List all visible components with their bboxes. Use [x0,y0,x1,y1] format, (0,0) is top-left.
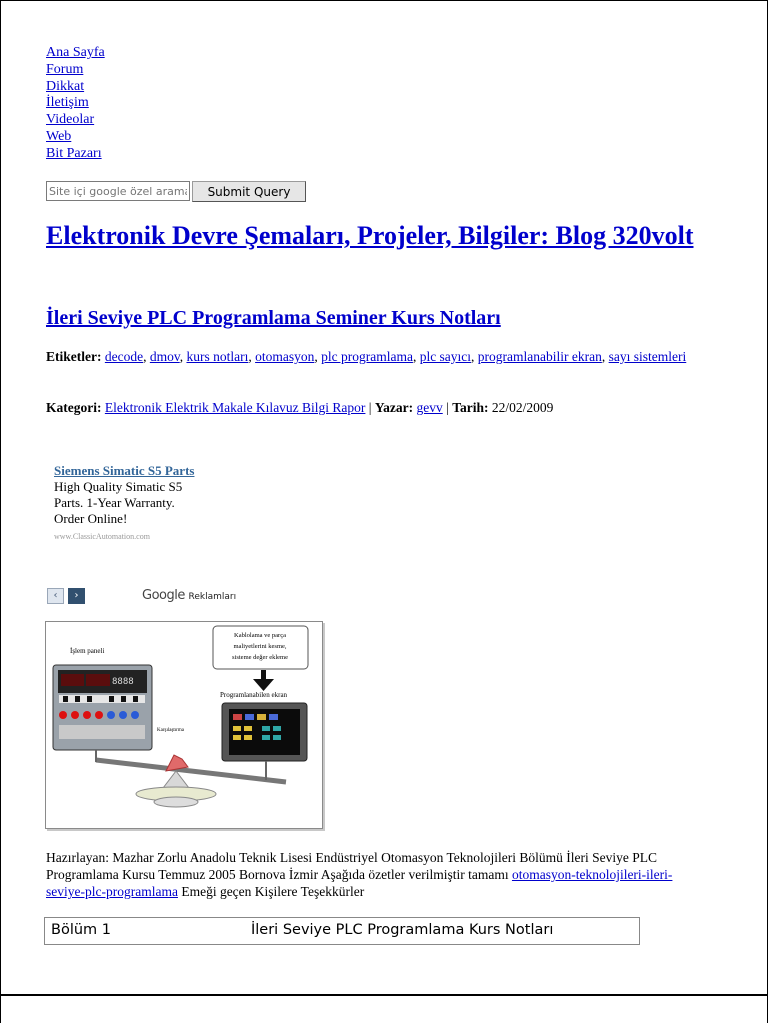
search-form [46,181,306,202]
tag-link[interactable]: otomasyon [255,349,315,364]
google-logo: Google [142,588,185,603]
hmi-tile [233,714,242,720]
tag-link[interactable]: dmov [149,349,180,364]
hmi-tile [273,726,281,731]
body-text: Hazırlayan: Mazhar Zorlu Anadolu Teknik Lisesi Endüstriyel Otomasyon Teknolojileri Bölümü İleri Seviye PLC Programlama Kursu Temmuz 2005 Bornova İzmir Aşağıda özetler verilmiştir tamamı [46,850,658,882]
hmi-tile [244,735,252,740]
main-nav [46,45,105,163]
digit-readout: 8888 [112,677,134,687]
digit-display [61,674,84,686]
page-frame-bottom [0,995,768,1023]
hmi-tile [269,714,278,720]
tag-link[interactable]: decode [104,349,144,364]
ad-line: Parts. 1-Year Warranty. [54,495,175,510]
blue-button [119,711,127,719]
plc-comparison-image [45,621,323,829]
red-button [71,711,79,719]
ad-url: www.ClassicAutomation.com [54,532,150,541]
tag-link[interactable]: programlanabilir ekran [477,349,602,364]
arrow-down-icon [261,670,266,680]
site-title-link[interactable]: Elektronik Devre Şemaları, Projeler, Bilgiler: Blog 320volt [46,221,694,250]
panel-label: İşlem paneli [70,647,105,655]
ad-prev-button[interactable]: ‹ [47,588,64,604]
hmi-tile [233,735,241,740]
hmi-tile [257,714,266,720]
hmi-tile [262,735,270,740]
red-button [95,711,103,719]
scale-beam [96,760,286,782]
post-date: 22/02/2009 [491,400,554,415]
author-link[interactable]: gevv [416,400,443,415]
switch [87,696,92,702]
digit-display [86,674,110,686]
ad-line: High Quality Simatic S5 [54,479,183,494]
site-title [46,220,726,252]
hmi-tile [262,726,270,731]
switch-row [59,695,145,703]
tag-list: Etiketler: decode, dmov, kurs notları, otomasyon, plc programlama, plc sayıcı, programlanabilir ekran, sayı sistemleri [46,349,687,364]
switch [63,696,68,702]
arrow-down-icon [253,679,274,691]
switch [133,696,138,702]
plc-illustration [46,622,322,828]
hmi-tile [244,726,252,731]
nav-market-link[interactable]: Bit Pazarı [46,145,102,161]
post-body [46,849,706,900]
nav-videos-link[interactable]: Videolar [46,112,95,128]
screen-label: Programlanabilen ekran [220,691,288,699]
hmi-tile [273,735,281,740]
post-title [46,305,726,331]
section-title: İleri Seviye PLC Programlama Kurs Notları [251,922,554,938]
ad-pager [47,588,85,604]
switch [121,696,126,702]
body-tail: Emeği geçen Kişilere Teşekkürler [181,884,365,899]
callout-line: sisteme değer ekleme [232,654,288,661]
compare-label: Karşılaştırma [157,728,184,733]
author-label: Yazar: [374,400,414,415]
nav-contact-link[interactable]: İletişim [46,95,89,111]
tag-link[interactable]: plc sayıcı [419,349,472,364]
category-link[interactable]: Elektronik Elektrik Makale Kılavuz Bilgi Rapor [104,400,366,415]
section-number: Bölüm 1 [51,922,111,938]
category-label: Kategori: [46,400,102,415]
panel-base [59,725,145,739]
full-article-link[interactable]: otomasyon-teknolojileri-ileri-seviye-plc-programlama [46,867,673,899]
blue-button [107,711,115,719]
nav-web-link[interactable]: Web [46,128,72,144]
google-ads-sub: Reklamları [188,592,237,602]
google-ads-label[interactable] [142,588,236,603]
nav-forum-link[interactable]: Forum [46,61,84,77]
date-label: Tarih: [452,400,489,415]
callout-line: maliyetlerini kesme, [233,643,287,650]
red-button [59,711,67,719]
post-meta: Kategori: Elektronik Elektrik Makale Kılavuz Bilgi Rapor | Yazar: gevv | Tarih: 22/02/2009 [46,400,554,415]
nav-attention-link[interactable]: Dikkat [46,78,85,94]
search-submit-button[interactable]: Submit Query [192,181,306,202]
ad-next-button[interactable]: › [68,588,85,604]
tag-link[interactable]: kurs notları [186,349,249,364]
scale-foot [154,797,198,807]
switch [75,696,80,702]
search-input[interactable] [46,181,190,201]
blue-button [131,711,139,719]
switch [109,696,114,702]
tags-label: Etiketler: [46,349,102,364]
section-header [44,917,640,945]
ad-line: Order Online! [54,511,128,526]
ad-title-link[interactable]: Siemens Simatic S5 Parts [54,463,195,478]
post-title-link[interactable]: İleri Seviye PLC Programlama Seminer Kurs Notları [46,307,501,329]
google-ad [54,463,244,543]
hmi-tile [233,726,241,731]
tag-link[interactable]: sayı sistemleri [608,349,687,364]
nav-home-link[interactable]: Ana Sayfa [46,45,105,60]
tag-link[interactable]: plc programlama [321,349,413,364]
red-button [83,711,91,719]
callout-line: Kablolama ve parça [234,632,286,639]
hmi-tile [245,714,254,720]
